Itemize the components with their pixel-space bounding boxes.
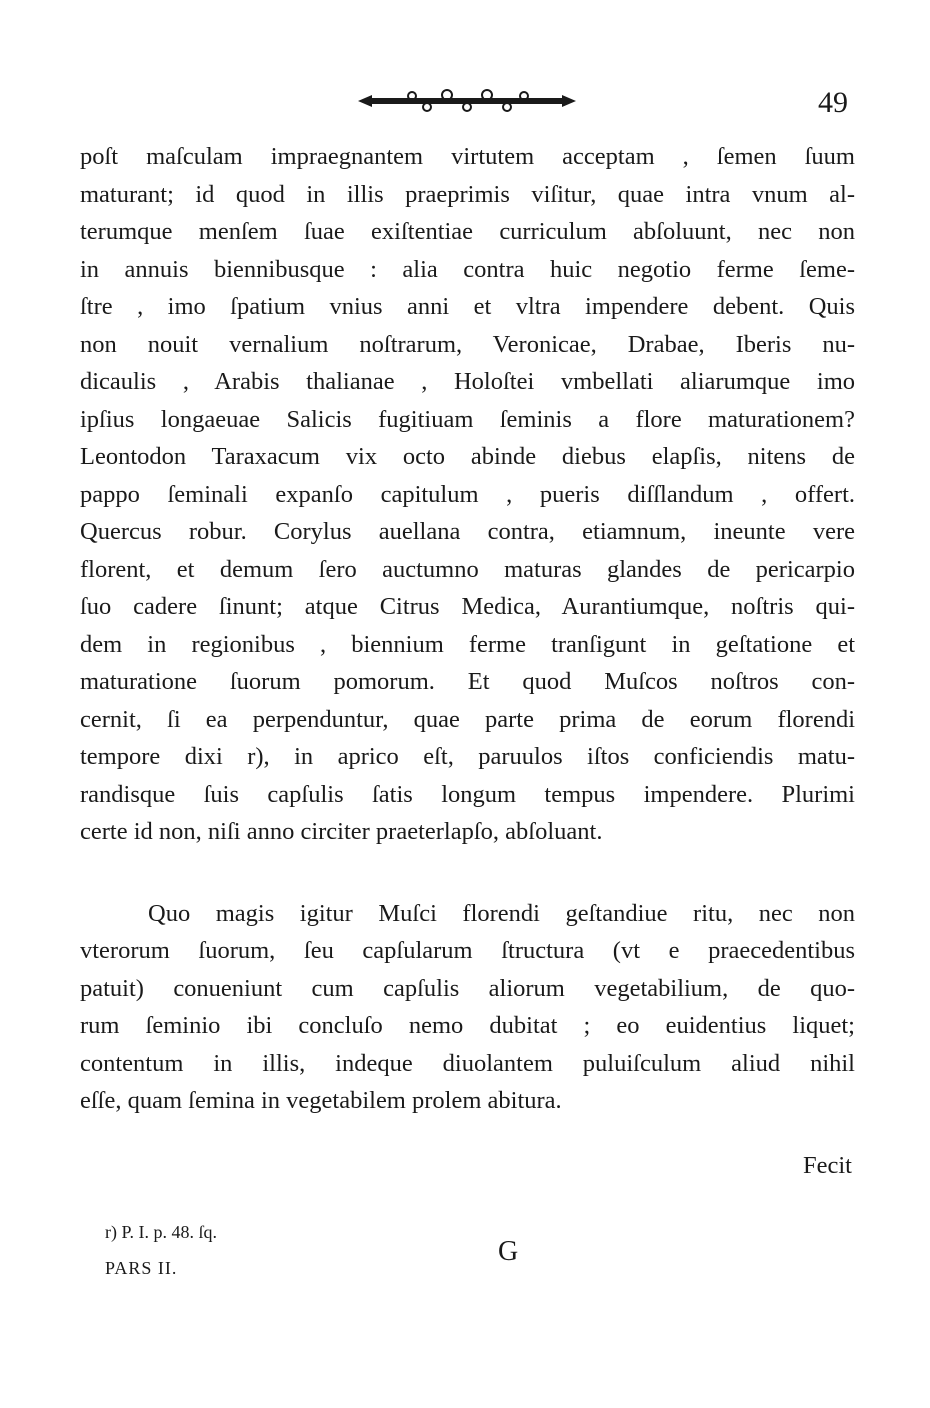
text-line: maturant; id quod in illis praeprimis viſitur, quae intra vnum al-: [80, 180, 855, 208]
footnote: r) P. I. p. 48. ſq.: [105, 1222, 217, 1242]
text-line: ipſius longaeuae Salicis fugitiuam ſeminis a flore maturationem?: [80, 405, 855, 433]
catchword: Fecit: [803, 1152, 852, 1179]
text-line: florent, et demum ſero auctumno maturas glandes de pericarpio: [80, 555, 855, 583]
signature-mark: G: [498, 1236, 519, 1267]
text-line: ſuo cadere ſinunt; atque Citrus Medica, Aurantiumque, noſtris qui-: [80, 593, 855, 620]
text-line: in annuis biennibusque : alia contra huic negotio ferme ſeme-: [80, 255, 855, 283]
text-line: Quo magis igitur Muſci florendi geſtandiue ritu, nec non: [148, 899, 855, 927]
page-number: 49: [818, 86, 848, 119]
text-line: Quercus robur. Corylus auellana contra, etiamnum, ineunte vere: [80, 518, 855, 545]
text-line: terumque menſem ſuae exiſtentiae curriculum abſoluunt, nec non: [80, 218, 855, 245]
text-line: dicaulis , Arabis thalianae , Holoſtei vmbellati aliarumque imo: [80, 368, 855, 395]
text-line: tempore dixi r), in aprico eſt, paruulos iſtos conficiendis matu-: [80, 743, 855, 770]
text-line: pappo ſeminali expanſo capitulum , pueris diſſlandum , offert.: [80, 480, 855, 508]
text-line: ſtre , imo ſpatium vnius anni et vltra impendere debent. Quis: [80, 293, 855, 320]
text-line: dem in regionibus , biennium ferme tranſigunt in geſtatione et: [80, 630, 855, 658]
text-line: cernit, ſi ea perpenduntur, quae parte prima de eorum florendi: [80, 705, 855, 733]
text-line: patuit) conueniunt cum capſulis aliorum vegetabilium, de quo-: [80, 974, 855, 1002]
text-line: non nouit vernalium noſtrarum, Veronicae, Drabae, Iberis nu-: [80, 330, 855, 358]
text-line: contentum in illis, indeque diuolantem puluiſculum aliud nihil: [80, 1049, 855, 1077]
text-line: maturatione ſuorum pomorum. Et quod Muſcos noſtros con-: [80, 668, 855, 695]
ornament-icon: [352, 86, 582, 116]
text-line: vterorum ſuorum, ſeu capſularum ſtructura (vt e praecedentibus: [80, 937, 855, 964]
text-line: eſſe, quam ſemina in vegetabilem prolem abitura.: [80, 1087, 562, 1114]
text-line: rum ſeminio ibi concluſo nemo dubitat ; eo euidentius liquet;: [80, 1012, 855, 1039]
text-line: randisque ſuis capſulis ſatis longum tempus impendere. Plurimi: [80, 780, 855, 808]
text-line: Leontodon Taraxacum vix octo abinde diebus elapſis, nitens de: [80, 443, 855, 470]
text-line: poſt maſculam impraegnantem virtutem acceptam , ſemen ſuum: [80, 143, 855, 170]
signature-line: PARS II.: [105, 1258, 178, 1278]
text-line: certe id non, niſi anno circiter praeterlapſo, abſoluant.: [80, 818, 603, 845]
body-text: [80, 138, 855, 1120]
